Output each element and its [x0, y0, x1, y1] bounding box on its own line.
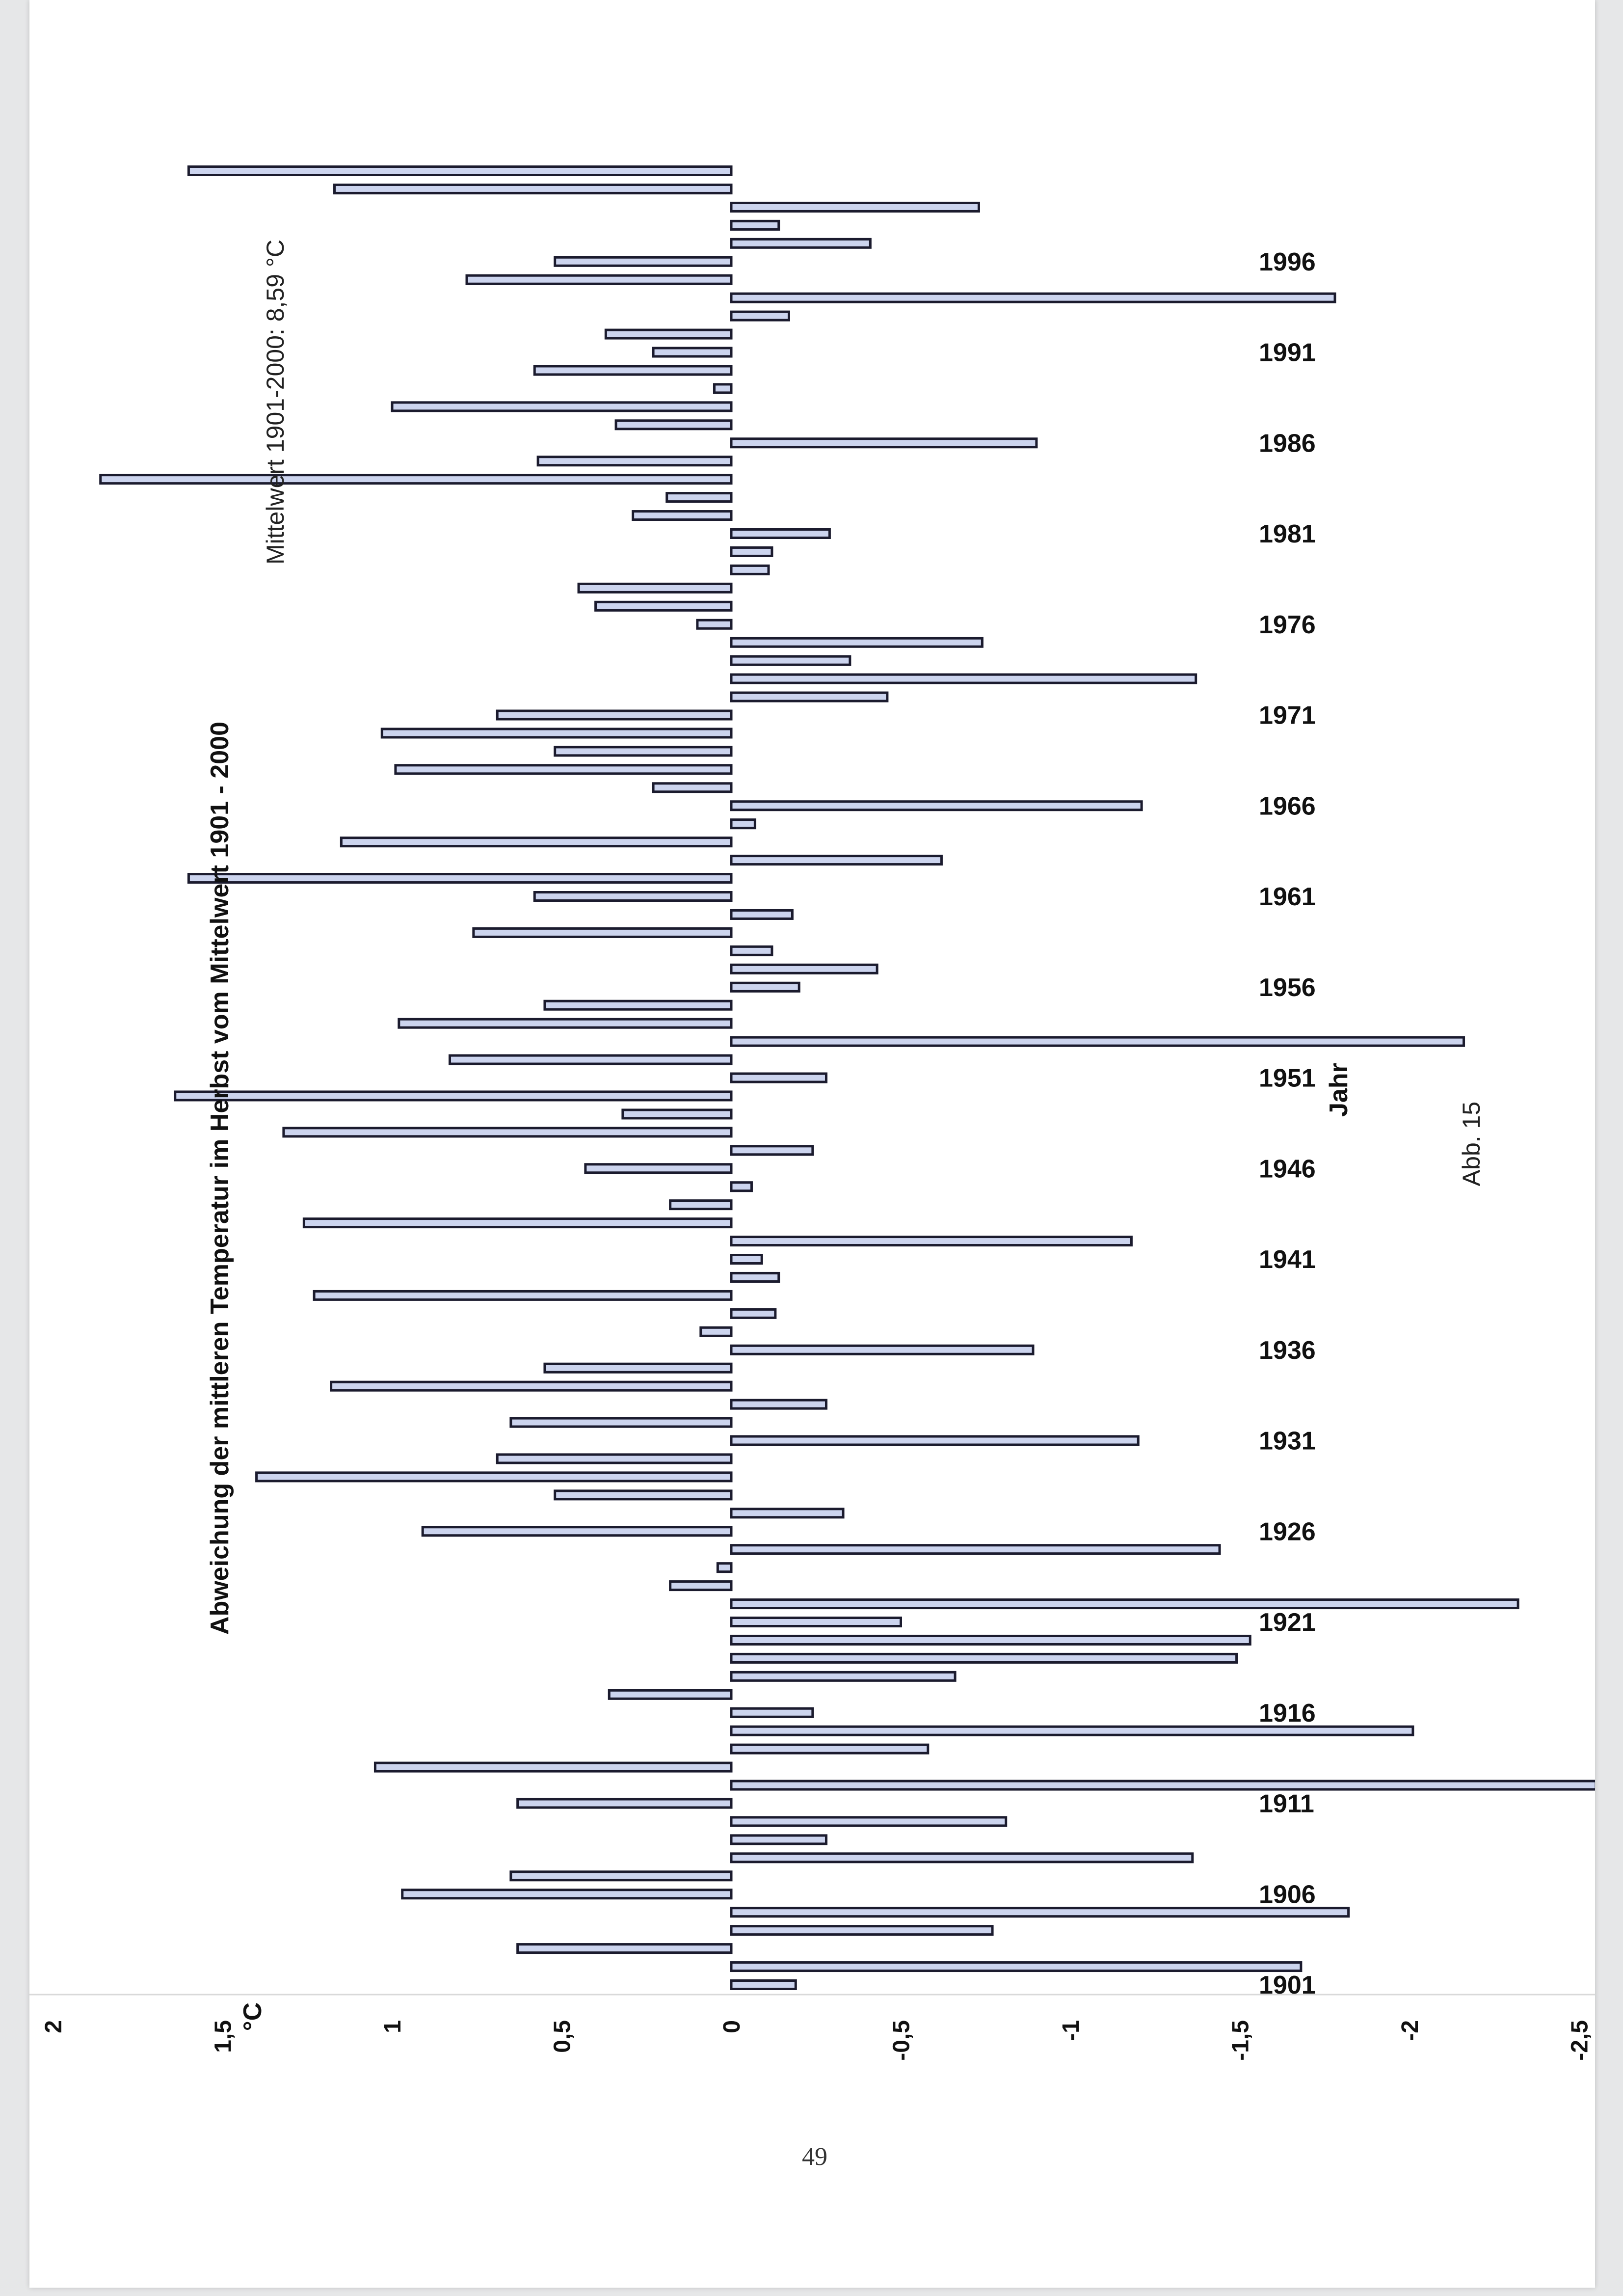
bar-1921 [731, 1618, 901, 1626]
year-label: 1976 [1259, 610, 1316, 639]
year-label: 1966 [1259, 792, 1316, 821]
bar-1914 [731, 1745, 928, 1753]
bar-1942 [731, 1237, 1131, 1245]
bar-1916 [731, 1708, 813, 1717]
bar-1943 [304, 1219, 731, 1227]
year-label: 1931 [1259, 1427, 1316, 1456]
bar-1915 [731, 1727, 1413, 1735]
bar-1992 [606, 330, 731, 338]
bar-1947 [731, 1146, 813, 1155]
bar-1999 [731, 203, 979, 211]
bar-1932 [511, 1418, 731, 1427]
bar-1917 [609, 1690, 731, 1699]
bar-1940 [731, 1273, 779, 1281]
year-label: 1956 [1259, 973, 1316, 1002]
bar-1978 [579, 584, 731, 592]
bar-1945 [731, 1183, 751, 1191]
bar-1904 [731, 1926, 992, 1935]
bar-1986 [731, 439, 1037, 447]
bar-1952 [450, 1055, 731, 1064]
bar-1948 [284, 1128, 731, 1136]
bar-1910 [731, 1817, 1006, 1826]
bar-1988 [392, 403, 731, 411]
bar-1926 [423, 1527, 731, 1536]
chart-title: Abweichung der mittleren Temperatur im Herbst vom Mittelwert 1901 - 2000 [206, 722, 234, 1635]
year-label: 1901 [1259, 1971, 1316, 1999]
bar-1936 [731, 1346, 1033, 1354]
bar-1946 [585, 1164, 731, 1173]
value-tick-label: -1 [1058, 2020, 1084, 2041]
bar-1976 [697, 620, 731, 628]
bar-1934 [331, 1382, 731, 1390]
bar-1929 [257, 1473, 731, 1481]
document-page [29, 0, 1595, 2288]
bar-1991 [653, 348, 731, 356]
page-number: 49 [802, 2143, 827, 2171]
bar-1990 [534, 366, 731, 375]
bar-1958 [731, 946, 772, 955]
bar-1901 [731, 1981, 796, 1989]
chart-subtitle: Mittelwert 1901-2000: 8,59 °C [262, 239, 289, 565]
value-tick-label: -2 [1397, 2020, 1423, 2041]
bar-1963 [731, 856, 941, 864]
bar-1955 [545, 1001, 731, 1009]
bar-1957 [731, 965, 877, 973]
bar-1938 [731, 1309, 775, 1318]
bar-1964 [341, 838, 731, 846]
year-label: 1961 [1259, 883, 1316, 911]
bar-1919 [731, 1654, 1237, 1662]
year-label: 1941 [1259, 1245, 1316, 1274]
bar-1981 [731, 530, 829, 538]
bar-1950 [175, 1092, 731, 1100]
bar-undefined [188, 167, 731, 175]
bar-1993 [731, 312, 789, 320]
bar-1956 [731, 983, 799, 991]
bar-1984 [101, 475, 731, 484]
bar-1907 [511, 1872, 731, 1880]
year-label: 1981 [1259, 520, 1316, 548]
bar-1927 [731, 1509, 843, 1517]
bar-1997 [731, 239, 870, 247]
year-axis-labels [1259, 248, 1316, 1999]
bar-series [101, 167, 1595, 1989]
bar-1909 [731, 1836, 826, 1844]
bar-1954 [399, 1019, 731, 1027]
value-tick-label: 0 [719, 2020, 745, 2033]
bar-1972 [731, 693, 887, 701]
year-label: 1911 [1259, 1789, 1314, 1818]
bar-1924 [718, 1564, 731, 1572]
bar-1935 [545, 1364, 731, 1372]
bar-1968 [396, 765, 731, 774]
bar-1953 [731, 1037, 1464, 1046]
bar-1937 [701, 1327, 731, 1336]
year-label: 1926 [1259, 1517, 1316, 1546]
bar-1951 [731, 1074, 826, 1082]
year-label: 1991 [1259, 338, 1316, 367]
bar-1989 [714, 384, 731, 393]
bar-1912 [731, 1781, 1595, 1789]
bar-1933 [731, 1400, 826, 1408]
year-label: 1916 [1259, 1699, 1316, 1728]
bar-1959 [474, 928, 731, 937]
year-axis-title: Jahr [1325, 1063, 1353, 1117]
bar-1979 [731, 566, 769, 574]
value-tick-label: -1,5 [1227, 2020, 1254, 2061]
bar-1925 [731, 1545, 1220, 1554]
bar-1994 [731, 294, 1335, 302]
bar-1920 [731, 1636, 1250, 1644]
value-tick-label: -0,5 [888, 2020, 915, 2061]
bar-1985 [538, 457, 731, 465]
bar-1965 [731, 820, 755, 828]
bar-1974 [731, 656, 850, 665]
bar-1960 [731, 910, 792, 918]
bar-1913 [375, 1763, 731, 1771]
bar-1987 [616, 421, 731, 429]
bar-1941 [731, 1255, 762, 1264]
bar-1975 [731, 638, 982, 647]
bar-1908 [731, 1854, 1193, 1862]
value-tick-label: 1,5 [210, 2020, 237, 2053]
year-label: 1921 [1259, 1608, 1316, 1637]
bar-1906 [402, 1890, 731, 1898]
year-label: 1971 [1259, 701, 1316, 730]
bar-1969 [555, 747, 731, 756]
bar-1983 [667, 493, 731, 502]
bar-1962 [188, 874, 731, 883]
bar-1918 [731, 1672, 955, 1680]
year-label: 1951 [1259, 1064, 1316, 1093]
year-label: 1996 [1259, 247, 1316, 276]
bar-1966 [731, 802, 1142, 810]
bar-1931 [731, 1436, 1138, 1445]
bar-1923 [670, 1582, 731, 1590]
value-axis-title: °C [239, 2002, 267, 2031]
bar-2000 [335, 185, 731, 193]
bar-1973 [731, 675, 1196, 683]
bar-1967 [653, 783, 731, 792]
value-tick-label: 1 [380, 2020, 406, 2033]
bar-1903 [518, 1945, 731, 1953]
bar-1977 [596, 602, 731, 610]
bar-1998 [731, 221, 779, 229]
year-label: 1986 [1259, 429, 1316, 458]
bar-1944 [670, 1201, 731, 1209]
bar-1971 [497, 711, 731, 719]
year-label: 1946 [1259, 1155, 1316, 1184]
bar-1980 [731, 547, 772, 556]
temperature-deviation-chart [29, 0, 1595, 2288]
bar-1961 [534, 892, 731, 901]
bar-1911 [518, 1799, 731, 1808]
bar-1995 [467, 275, 731, 284]
bar-1996 [555, 257, 731, 266]
bar-1982 [633, 512, 731, 520]
bar-1949 [623, 1110, 731, 1118]
bar-1922 [731, 1600, 1518, 1608]
value-tick-label: -2,5 [1567, 2020, 1593, 2061]
bar-1970 [382, 729, 731, 737]
value-tick-label: 0,5 [549, 2020, 576, 2053]
bar-1928 [555, 1491, 731, 1499]
bar-1902 [731, 1963, 1301, 1971]
bar-1939 [314, 1291, 731, 1299]
bar-1905 [731, 1908, 1349, 1917]
value-tick-label: 2 [41, 2020, 67, 2033]
year-label: 1936 [1259, 1336, 1316, 1365]
year-label: 1906 [1259, 1880, 1316, 1909]
figure-label: Abb. 15 [1458, 1101, 1485, 1187]
bar-1930 [497, 1455, 731, 1463]
